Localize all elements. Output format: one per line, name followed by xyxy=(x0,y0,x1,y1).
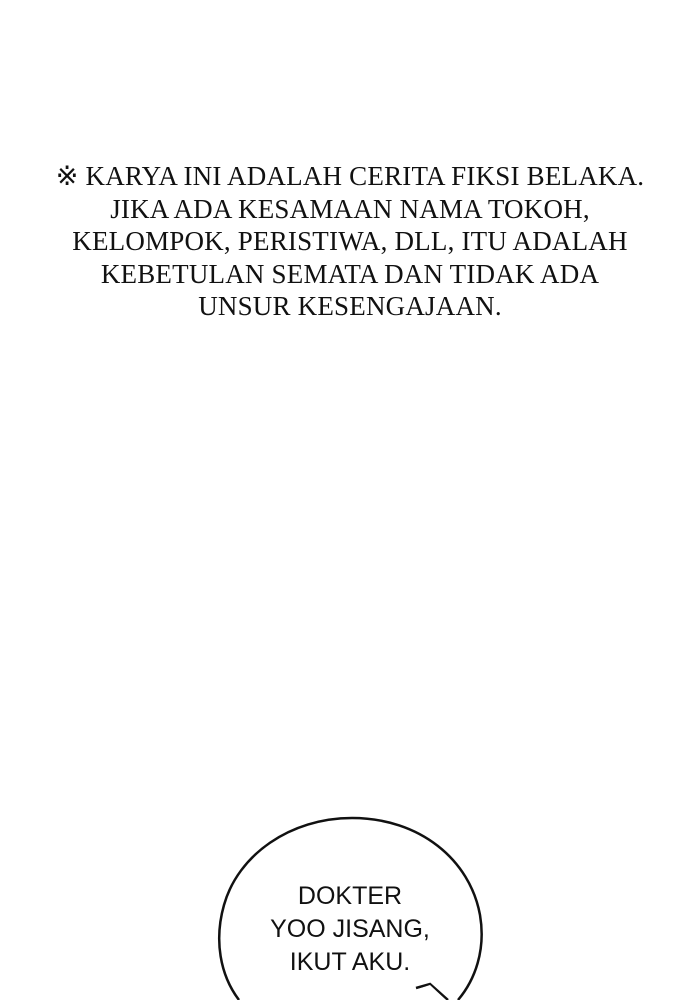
speech-line: DOKTER xyxy=(297,882,403,910)
disclaimer-line: KELOMPOK, PERISTIWA, DLL, ITU ADALAH xyxy=(72,226,628,256)
disclaimer-line: ※ KARYA INI ADALAH CERITA FIKSI BELAKA. xyxy=(55,161,645,191)
speech-line: IKUT AKU. xyxy=(289,948,411,976)
speech-bubble-text xyxy=(230,880,470,979)
disclaimer-line: UNSUR KESENGAJAAN. xyxy=(198,291,502,321)
disclaimer-line: JIKA ADA KESAMAAN NAMA TOKOH, xyxy=(110,193,590,224)
speech-line: YOO JISANG, xyxy=(270,915,430,943)
disclaimer-line: KEBETULAN SEMATA DAN TIDAK ADA xyxy=(100,258,600,289)
